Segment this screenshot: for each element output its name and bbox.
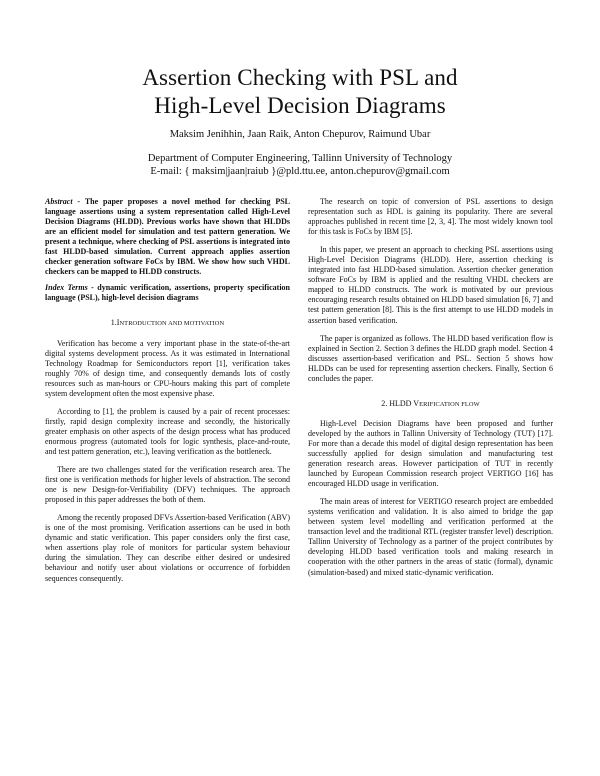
index-terms-text: dynamic verification, assertions, property specification language (PSL), high-level decision diagrams: [45, 283, 290, 303]
paragraph: High-Level Decision Diagrams have been proposed and further developed by the authors in Tallinn University of Technology (TUT) [17]. For more than a decade this model of digital design representation has been successfully applied for design simulation and manufacturing test generation research areas. However participation of TUT in recently launched by European Commission research project VERTIGO [16] has encouraged HLDD usage in verification.: [308, 418, 553, 489]
index-terms: [45, 283, 290, 303]
section-title-rest: NTRODUCTION AND MOTIVATION: [119, 320, 225, 328]
section-number: 1.: [110, 318, 117, 328]
paragraph: The main areas of interest for VERTIGO research project are embedded systems verification and validation. It is also aimed to bridge the gap between system level modelling and verification performed at the transaction level and the traditional RTL (register transfer level) description. Tallinn University of Technology as a partner of the project contributes by developing HLDD based verification tools and making research in cooperation with the other partners in the areas of static (formal), dynamic (simulation-based) and mixed static-dynamic verification.: [308, 497, 553, 577]
paragraph: The research on topic of conversion of PSL assertions to design representation such as HDL is gaining its popularity. There are several approaches published in recent time [2, 3, 4]. The most widely known tool for this task is FoCs by IBM [5].: [308, 197, 553, 237]
section-heading-introduction: [45, 318, 290, 329]
paragraph: In this paper, we present an approach to checking PSL assertions using High-Level Decision Diagrams (HLDD). Here, assertion checking is integrated into fast HLDD-based simulation. Assertion checker generation software FoCs by IBM is applied and the resulting VHDL checkers are mapped to HLDD constructs. The work is motivated by our previous encouraging research results obtained on HLDD based simulation [6, 7] and test pattern generation [8]. This is the first attempt to use HLDD models in assertion based verification.: [308, 245, 553, 325]
section-heading-hldd-flow: [308, 399, 553, 410]
right-column: [308, 197, 553, 586]
paragraph: There are two challenges stated for the verification research area. The first one is verification methods for higher levels of abstraction. The second one is new Design-for-Verifiability (DFV) techniques. The approach proposed in this paper addresses the both of them.: [45, 465, 290, 505]
paragraph: Verification has become a very important phase in the state-of-the-art digital systems development process. As it was estimated in International Technology Roadmap for Semiconductors report [1], verification takes roughly 70% of design time, and consequently demands lots of costly resources such as man-hours or CPU-hours making this part of complete system development often the most expensive phase.: [45, 338, 290, 398]
paragraph: According to [1], the problem is caused by a pair of recent processes: firstly, rapid design complexity increase and secondly, the historically greater emphasis on other aspects of the design process what has produced enormous progress (automated tools for logic synthesis, place-and-route, and test pattern generation, etc.), leaving verification as the bottleneck.: [45, 406, 290, 456]
abstract-text: The paper proposes a novel method for checking PSL language assertions using a system representation called High-Level Decision Diagrams (HLDD). Previous works have shown that HLDDs are an efficient model for simulation and test pattern generation. We present a technique, where checking of PSL assertions is integrated into fast HLDD-based simulation. Current approach applies assertion checker generation software FoCs by IBM. We show how such VHDL checkers can be mapped to HLDD constructs.: [45, 197, 290, 277]
section-title-initial: HLDD V: [389, 398, 420, 408]
title-line-2: High-Level Decision Diagrams: [154, 93, 446, 118]
paper-title: [0, 64, 600, 120]
affiliation-block: [0, 152, 600, 178]
section-number: 2.: [381, 398, 388, 408]
paragraph: The paper is organized as follows. The HLDD based verification flow is explained in Section 2. Section 3 defines the HLDD graph model. Section 4 discusses assertion-based verification and PSL. Section 5 shows how HLDDs can be used for representing assertion checkers. Finally, Section 6 concludes the paper.: [308, 333, 553, 383]
section-title-initial: I: [116, 318, 120, 328]
title-line-1: Assertion Checking with PSL and: [142, 65, 458, 90]
author-list: Maksim Jenihhin, Jaan Raik, Anton Chepurov, Raimund Ubar: [169, 129, 431, 140]
abstract: [45, 197, 290, 277]
email-line: E-mail: { maksim|jaan|raiub }@pld.ttu.ee, anton.chepurov@gmail.com: [150, 166, 450, 177]
index-terms-label: Index Terms -: [45, 283, 94, 293]
affiliation: Department of Computer Engineering, Tallinn University of Technology: [147, 153, 453, 164]
paragraph: Among the recently proposed DFVs Assertion-based Verification (ABV) is one of the most promising. Verification assertions can be used in both dynamic and static verification. This paper considers only the first case, when assertions play role of monitors for particular system behaviour during the simulation. They can describe either desired or undesired behaviour and notify user about violations or occurrence of forbidden sequences consequently.: [45, 513, 290, 583]
section-title-rest: ERIFICATION FLOW: [419, 400, 480, 408]
left-column: [45, 197, 290, 592]
abstract-label: Abstract -: [45, 197, 81, 206]
